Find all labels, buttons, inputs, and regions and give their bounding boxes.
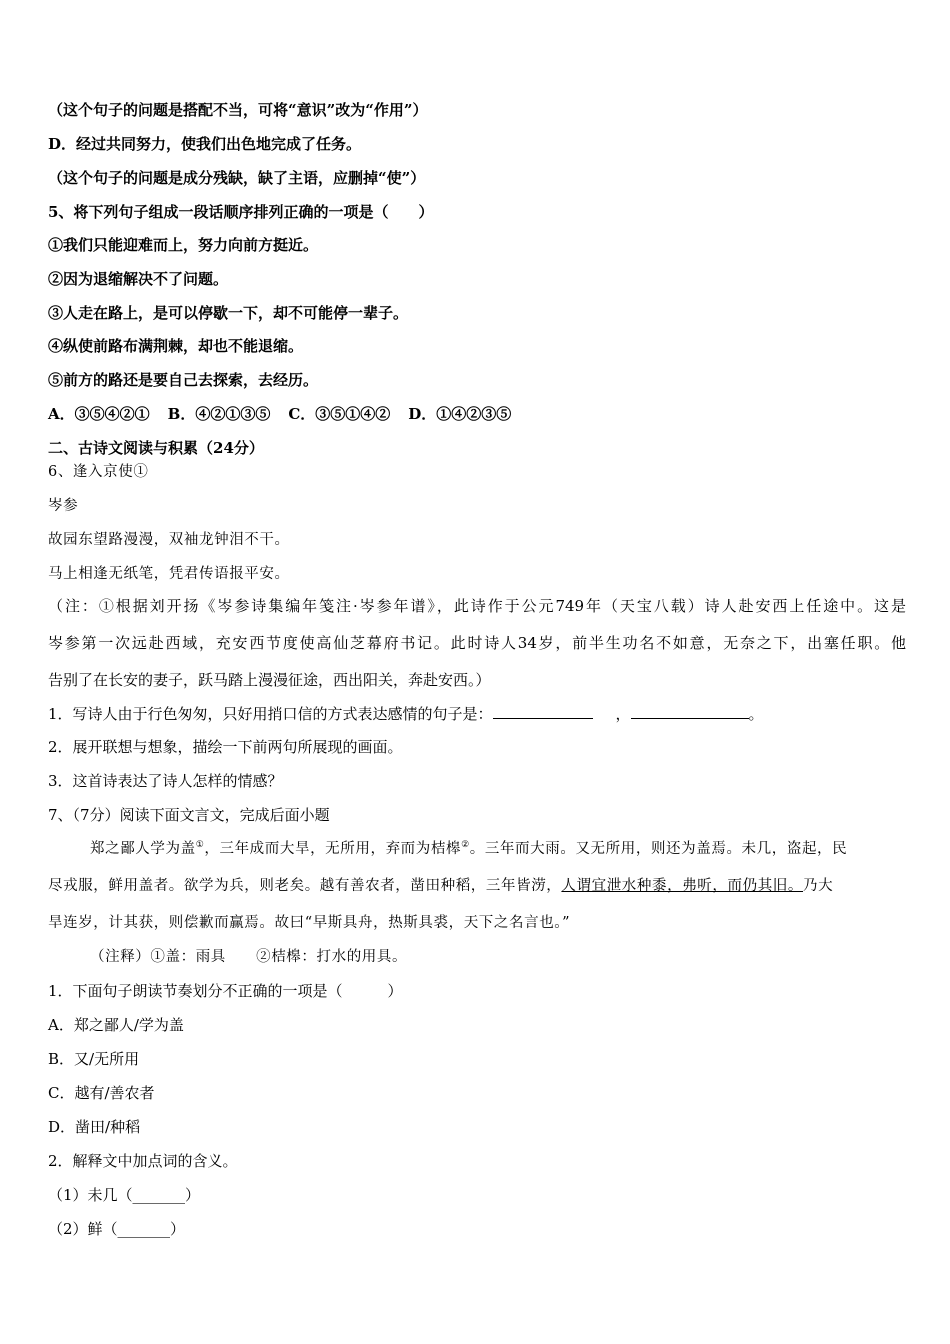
q5-option-a[interactable]: A．③⑤④②① <box>48 405 150 423</box>
footnote-mark: ② <box>461 840 470 850</box>
q6-sub1 <box>48 703 908 725</box>
item-close: ） <box>170 1220 186 1238</box>
passage-text: 。三年而大雨。又无所用，则还为盖焉。未几，盗起，民 <box>469 841 848 857</box>
passage-text: 尽戎服，鲜用盖者。欲学为兵，则老矣。越有善农者，凿田种稻，三年皆涝， <box>48 878 562 894</box>
q7-passage-line <box>48 875 908 897</box>
item-label: （1）未几（ <box>48 1186 133 1204</box>
q6-note-line: 岑参第一次远赴西域，充安西节度使高仙芝幕府书记。此时诗人34岁，前半生功名不如意，无奈之下，出塞任职。他 <box>48 634 906 652</box>
q7-passage-line <box>90 838 905 860</box>
q7-sub1-stem: 1．下面句子朗读节奏划分不正确的一项是（ ） <box>48 982 403 1000</box>
q7-sub1-option-a[interactable]: A．郑之鄙人/学为盖 <box>48 1016 184 1034</box>
q5-item: ④纵使前路布满荆棘，却也不能退缩。 <box>48 337 304 355</box>
q7-passage-line: 旱连岁，计其获，则偿歉而赢焉。故曰“早斯具舟，热斯具裘，天下之名言也。” <box>48 915 571 931</box>
q5-item: ⑤前方的路还是要自己去探索，去经历。 <box>48 371 319 389</box>
q6-note-line: 告别了在长安的妻子，跃马踏上漫漫征途，西出阳关，奔赴安西。） <box>48 671 491 689</box>
q6-sub1-comma: ， <box>615 705 631 723</box>
passage-text: 郑之鄙人学为盖 <box>90 841 196 857</box>
q5-item: ③人走在路上，是可以停歇一下，却不可能停一辈子。 <box>48 304 409 322</box>
item-close: ） <box>185 1186 201 1204</box>
q7-annotation: （注释）①盖：雨具 ②桔槔：打水的用具。 <box>90 949 408 965</box>
q4-option-d: D．经过共同努力，使我们出色地完成了任务。 <box>48 135 362 153</box>
q6-title: 6、逢入京使➀ <box>48 464 149 480</box>
q6-sub2: 2．展开联想与想象，描绘一下前两句所展现的画面。 <box>48 738 403 756</box>
q5-options <box>48 403 908 425</box>
q5-item: ①我们只能迎难而上，努力向前方挺近。 <box>48 236 319 254</box>
q5-option-c[interactable]: C．③⑤①④② <box>288 405 391 423</box>
answer-blank[interactable]: _______ <box>132 1186 186 1204</box>
q4-note-c: （这个句子的问题是搭配不当，可将“意识”改为“作用”） <box>48 101 428 119</box>
q6-poem-line: 马上相逢无纸笔，凭君传语报平安。 <box>48 566 290 582</box>
q6-author: 岑参 <box>48 498 79 514</box>
q5-option-b[interactable]: B．④②①③⑤ <box>167 405 271 423</box>
q5-option-d[interactable]: D．①④②③⑤ <box>408 405 512 423</box>
q7-sub1-option-d[interactable]: D．凿田/种稻 <box>48 1118 141 1136</box>
q4-note-d: （这个句子的问题是成分残缺，缺了主语，应删掉“使”） <box>48 169 426 187</box>
footnote-mark: ① <box>195 840 205 850</box>
q6-sub1-prefix: 1．写诗人由于行色匆匆，只好用捎口信的方式表达感情的句子是： <box>48 705 493 723</box>
answer-blank[interactable] <box>631 703 749 719</box>
answer-blank[interactable] <box>493 703 593 719</box>
passage-text: ，三年成而大旱，无所用，弃而为桔槔 <box>204 841 462 857</box>
item-label: （2）鲜（ <box>48 1220 118 1238</box>
section2-heading: 二、古诗文阅读与积累（24分） <box>48 439 264 457</box>
q6-note-line: （注：➀根据刘开扬《岑参诗集编年笺注·岑参年谱》，此诗作于公元749年（天宝八载）诗人赴安西上任途中。这是 <box>48 597 906 615</box>
q5-stem: 5、将下列句子组成一段话顺序排列正确的一项是（ ） <box>48 203 434 221</box>
q7-sub1-option-b[interactable]: B．又/无所用 <box>48 1050 140 1068</box>
q7-sub1-option-c[interactable]: C．越有/善农者 <box>48 1084 155 1102</box>
q7-sub2-item <box>48 1218 908 1240</box>
q7-sub2-item <box>48 1184 908 1206</box>
q6-sub1-end: 。 <box>748 705 764 723</box>
q6-poem-line: 故园东望路漫漫，双袖龙钟泪不干。 <box>48 532 290 548</box>
q7-sub2-stem: 2．解释文中加点词的含义。 <box>48 1152 238 1170</box>
passage-text: 乃大 <box>803 878 834 894</box>
q7-stem: 7、（7分）阅读下面文言文，完成后面小题 <box>48 806 330 824</box>
q6-sub3: 3．这首诗表达了诗人怎样的情感？ <box>48 772 283 790</box>
answer-blank[interactable]: _______ <box>117 1220 171 1238</box>
underlined-sentence: 人谓宜泄水种黍，弗听，而仍其旧。 <box>561 878 804 894</box>
q5-item: ②因为退缩解决不了问题。 <box>48 270 229 288</box>
